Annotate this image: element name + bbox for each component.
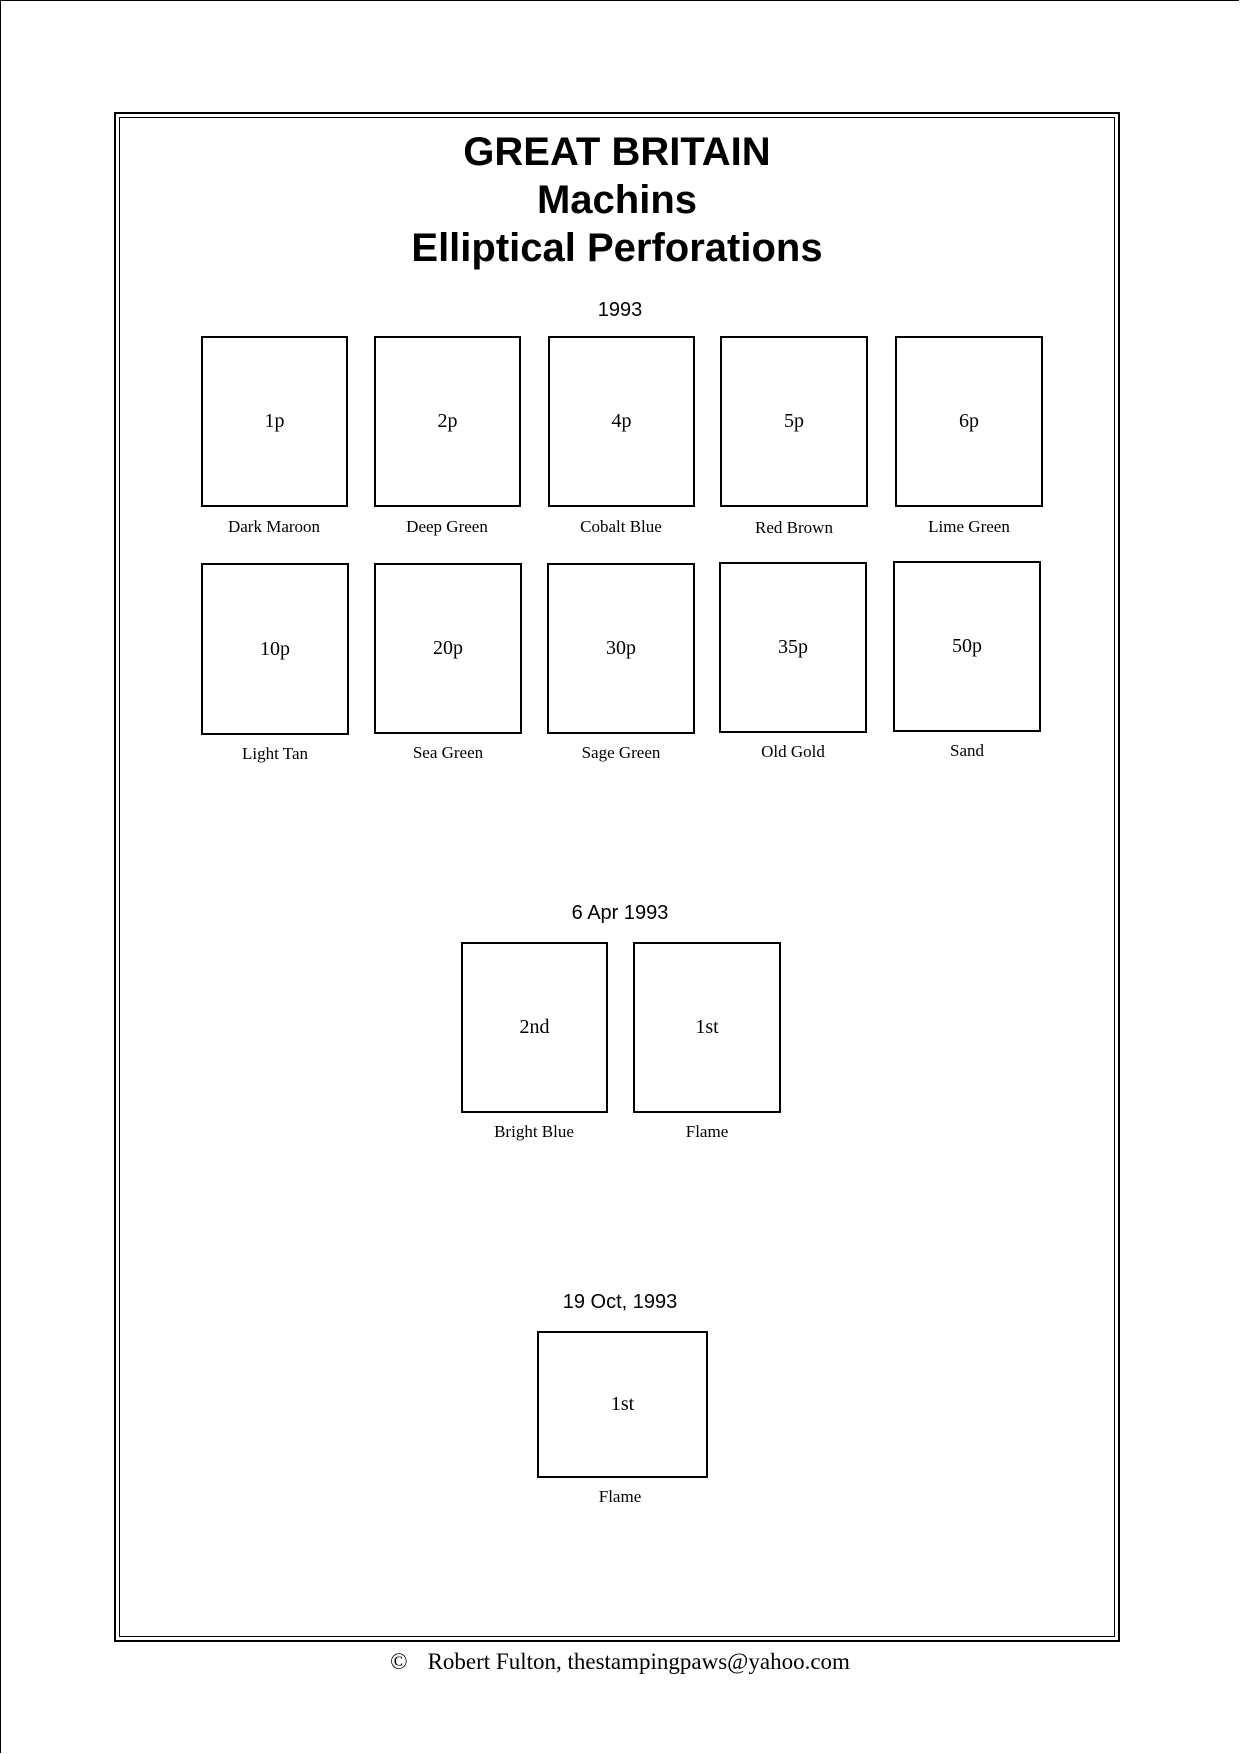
- stamp-value: 2p: [437, 410, 458, 432]
- stamp-color-label: Flame: [598, 1487, 642, 1506]
- stamp-space: [461, 942, 608, 1113]
- section-label-19-oct-1993: 19 Oct, 1993: [562, 1291, 678, 1313]
- stamp-space: [374, 563, 522, 734]
- footer-author: Robert Fulton, thestampingpaws@yahoo.com: [427, 1649, 850, 1674]
- stamp-color-label: Flame: [685, 1122, 729, 1141]
- stamp-value: 2nd: [519, 1016, 550, 1038]
- stamp-space: [547, 563, 695, 734]
- stamp-space: [719, 562, 867, 733]
- stamp-space: [633, 942, 781, 1113]
- page-title: [119, 128, 1115, 272]
- stamp-color-label: Sage Green: [581, 743, 661, 762]
- copyright-symbol: ©: [390, 1649, 408, 1674]
- stamp-space: [201, 336, 348, 507]
- stamp-value: 30p: [606, 637, 636, 659]
- stamp-value: 20p: [433, 637, 463, 659]
- stamp-color-label: Old Gold: [761, 742, 825, 761]
- title-subject: Elliptical Perforations: [411, 226, 823, 270]
- stamp-color-label: Cobalt Blue: [580, 517, 662, 536]
- stamp-space: [374, 336, 521, 507]
- title-country: GREAT BRITAIN: [463, 130, 771, 174]
- stamp-space: [537, 1331, 708, 1478]
- stamp-value: 5p: [784, 410, 804, 432]
- stamp-color-label: Dark Maroon: [227, 517, 321, 536]
- stamp-value: 50p: [952, 635, 982, 657]
- stamp-value: 35p: [778, 636, 808, 658]
- stamp-color-label: Sand: [950, 741, 984, 760]
- stamp-color-label: Sea Green: [412, 743, 484, 762]
- stamp-space: [548, 336, 695, 507]
- stamp-color-label: Lime Green: [928, 517, 1010, 536]
- stamp-space: [720, 336, 868, 507]
- stamp-value: 4p: [611, 410, 632, 432]
- section-label-1993: 1993: [597, 299, 643, 321]
- stamp-space: [201, 563, 349, 735]
- stamp-value: 1st: [695, 1016, 719, 1038]
- stamp-value: 6p: [959, 410, 979, 432]
- stamp-value: 1p: [264, 410, 285, 432]
- stamp-value: 1st: [610, 1393, 635, 1415]
- stamp-color-label: Bright Blue: [494, 1122, 574, 1141]
- title-series: Machins: [536, 178, 698, 222]
- stamp-space: [895, 336, 1043, 507]
- stamp-color-label: Light Tan: [241, 744, 309, 763]
- section-label-6-apr-1993: 6 Apr 1993: [571, 902, 669, 924]
- stamp-color-label: Deep Green: [406, 517, 488, 536]
- stamp-value: 10p: [260, 637, 290, 660]
- footer-credit: [0, 1648, 1240, 1676]
- stamp-space: [893, 561, 1041, 732]
- stamp-color-label: Red Brown: [755, 518, 833, 537]
